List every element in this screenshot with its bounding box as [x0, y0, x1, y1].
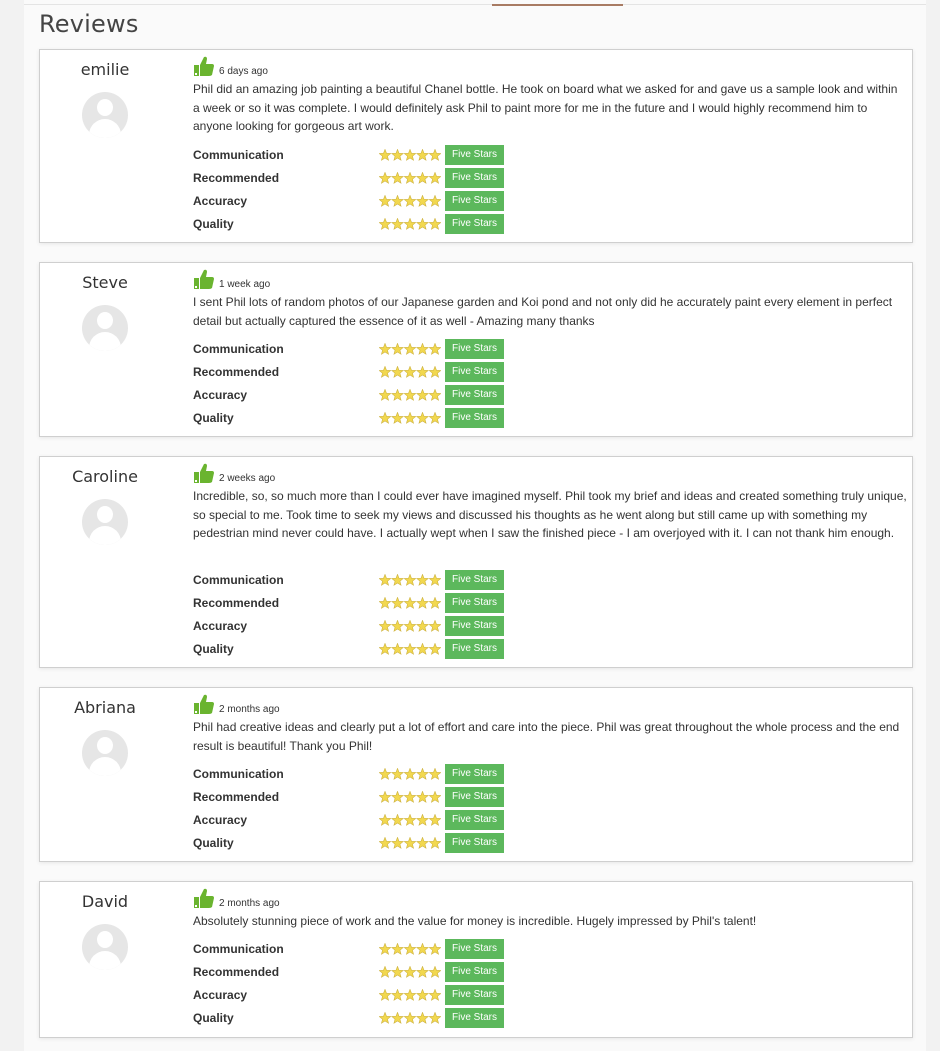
star-icon	[404, 149, 415, 160]
star-icon	[429, 620, 440, 631]
review-card	[39, 262, 913, 437]
rating-row-recommended	[193, 168, 513, 188]
star-rating	[379, 620, 441, 632]
rating-label: Communication	[193, 148, 284, 162]
star-rating	[379, 966, 441, 978]
rating-row-recommended	[193, 593, 513, 613]
rating-badge: Five Stars	[445, 408, 504, 428]
star-rating	[379, 643, 441, 655]
rating-badge: Five Stars	[445, 639, 504, 659]
rating-row-communication	[193, 339, 513, 359]
rating-badge: Five Stars	[445, 764, 504, 784]
star-icon	[429, 195, 440, 206]
rating-row-accuracy	[193, 191, 513, 211]
star-icon	[379, 943, 390, 954]
star-icon	[417, 989, 428, 1000]
rating-badge: Five Stars	[445, 810, 504, 830]
star-icon	[392, 989, 403, 1000]
star-icon	[404, 943, 415, 954]
rating-row-quality	[193, 408, 513, 428]
rating-badge: Five Stars	[445, 570, 504, 590]
rating-badge: Five Stars	[445, 939, 504, 959]
review-card	[39, 687, 913, 862]
star-icon	[379, 768, 390, 779]
star-icon	[417, 1012, 428, 1023]
star-icon	[404, 412, 415, 423]
star-icon	[379, 791, 390, 802]
star-icon	[392, 597, 403, 608]
star-icon	[404, 172, 415, 183]
rating-row-accuracy	[193, 385, 513, 405]
star-icon	[379, 989, 390, 1000]
star-icon	[417, 343, 428, 354]
star-icon	[417, 149, 428, 160]
star-icon	[417, 620, 428, 631]
thumbs-up-icon	[193, 268, 215, 290]
rating-label: Accuracy	[193, 988, 248, 1002]
rating-label: Quality	[193, 217, 234, 231]
star-icon	[417, 574, 428, 585]
rating-label: Recommended	[193, 365, 280, 379]
top-divider	[24, 4, 926, 5]
star-icon	[392, 620, 403, 631]
rating-row-accuracy	[193, 985, 513, 1005]
star-icon	[417, 195, 428, 206]
star-icon	[429, 389, 440, 400]
star-icon	[379, 195, 390, 206]
star-rating	[379, 1012, 441, 1024]
rating-row-quality	[193, 1008, 513, 1028]
star-icon	[429, 149, 440, 160]
star-icon	[379, 837, 390, 848]
star-icon	[404, 837, 415, 848]
rating-row-quality	[193, 214, 513, 234]
star-icon	[404, 814, 415, 825]
star-icon	[404, 643, 415, 654]
reviewer-name: emilie	[80, 60, 130, 79]
review-date: 6 days ago	[219, 66, 268, 77]
star-rating	[379, 412, 441, 424]
review-date: 2 weeks ago	[219, 473, 276, 484]
review-card	[39, 49, 913, 243]
star-icon	[392, 791, 403, 802]
reviewer-name: Caroline	[72, 467, 138, 486]
star-rating	[379, 989, 441, 1001]
thumbs-up-icon	[193, 462, 215, 484]
rating-label: Accuracy	[193, 194, 248, 208]
rating-badge: Five Stars	[445, 145, 504, 165]
star-icon	[429, 837, 440, 848]
star-icon	[392, 1012, 403, 1023]
rating-label: Recommended	[193, 965, 280, 979]
review-text: Absolutely stunning piece of work and the value for money is incredible. Hugely impressed by Phil's talent!	[193, 914, 757, 928]
star-icon	[417, 966, 428, 977]
rating-label: Quality	[193, 642, 234, 656]
rating-row-communication	[193, 145, 513, 165]
reviewer-name: Abriana	[74, 698, 136, 717]
rating-label: Communication	[193, 767, 284, 781]
star-icon	[429, 574, 440, 585]
star-icon	[404, 366, 415, 377]
star-icon	[429, 172, 440, 183]
star-icon	[379, 412, 390, 423]
star-icon	[379, 366, 390, 377]
star-icon	[404, 1012, 415, 1023]
star-icon	[404, 195, 415, 206]
reviews-heading: Reviews	[39, 10, 139, 38]
star-icon	[379, 814, 390, 825]
star-rating	[379, 389, 441, 401]
star-rating	[379, 218, 441, 230]
thumbs-up-icon	[193, 693, 215, 715]
avatar	[82, 305, 128, 351]
avatar	[82, 499, 128, 545]
star-icon	[429, 791, 440, 802]
star-icon	[404, 989, 415, 1000]
star-icon	[392, 195, 403, 206]
rating-label: Recommended	[193, 596, 280, 610]
star-icon	[404, 791, 415, 802]
star-icon	[417, 366, 428, 377]
star-icon	[404, 620, 415, 631]
star-icon	[392, 412, 403, 423]
rating-label: Communication	[193, 942, 284, 956]
rating-row-quality	[193, 639, 513, 659]
star-icon	[429, 989, 440, 1000]
rating-label: Communication	[193, 573, 284, 587]
star-icon	[429, 1012, 440, 1023]
rating-badge: Five Stars	[445, 385, 504, 405]
star-icon	[417, 389, 428, 400]
rating-badge: Five Stars	[445, 787, 504, 807]
star-icon	[379, 218, 390, 229]
rating-label: Quality	[193, 1011, 234, 1025]
review-text: Incredible, so, so much more than I could ever have imagined myself. Phil took my brief and ideas and created something truly unique, so special to me. Took time to seek my views and discussed his thoughts as he went along but still came up with something my pedestrian mind never could have. I actually wept when I saw the finished piece - I am overjoyed with it. I can not thank him enough.	[193, 489, 907, 541]
thumbs-up-icon	[193, 55, 215, 77]
star-icon	[417, 943, 428, 954]
star-icon	[379, 574, 390, 585]
star-icon	[392, 343, 403, 354]
star-icon	[404, 218, 415, 229]
star-icon	[379, 597, 390, 608]
star-icon	[404, 343, 415, 354]
star-icon	[379, 172, 390, 183]
star-icon	[429, 643, 440, 654]
review-card	[39, 881, 913, 1038]
rating-label: Accuracy	[193, 388, 248, 402]
star-rating	[379, 343, 441, 355]
star-rating	[379, 172, 441, 184]
rating-row-recommended	[193, 362, 513, 382]
star-icon	[392, 966, 403, 977]
rating-badge: Five Stars	[445, 962, 504, 982]
rating-label: Recommended	[193, 790, 280, 804]
thumbs-up-icon	[193, 887, 215, 909]
star-icon	[417, 597, 428, 608]
star-icon	[417, 218, 428, 229]
reviews-page	[24, 0, 926, 1051]
rating-badge: Five Stars	[445, 214, 504, 234]
star-icon	[417, 791, 428, 802]
rating-badge: Five Stars	[445, 616, 504, 636]
star-icon	[429, 412, 440, 423]
star-icon	[417, 412, 428, 423]
active-tab-indicator	[492, 4, 623, 6]
rating-badge: Five Stars	[445, 985, 504, 1005]
star-rating	[379, 366, 441, 378]
star-icon	[392, 172, 403, 183]
star-icon	[429, 218, 440, 229]
star-icon	[379, 643, 390, 654]
rating-badge: Five Stars	[445, 362, 504, 382]
avatar	[82, 924, 128, 970]
rating-label: Accuracy	[193, 813, 248, 827]
review-date: 2 months ago	[219, 898, 280, 909]
star-icon	[417, 768, 428, 779]
review-text: I sent Phil lots of random photos of our Japanese garden and Koi pond and not only did he accurately paint every element in perfect detail but actually captured the essence of it as well - Amazing many thanks	[193, 295, 893, 328]
reviewer-name: Steve	[82, 273, 128, 292]
avatar	[82, 730, 128, 776]
rating-badge: Five Stars	[445, 168, 504, 188]
rating-row-communication	[193, 570, 513, 590]
review-text: Phil did an amazing job painting a beautiful Chanel bottle. He took on board what we asked for and gave us a sample look and within a week or so it was complete. I would definitely ask Phil to paint more for me in the future and I would highly recommend him to anyone looking for gorgeous art work.	[193, 82, 898, 134]
star-icon	[379, 343, 390, 354]
review-date: 1 week ago	[219, 279, 271, 290]
star-icon	[404, 597, 415, 608]
star-rating	[379, 768, 441, 780]
star-rating	[379, 195, 441, 207]
star-rating	[379, 814, 441, 826]
star-icon	[392, 366, 403, 377]
rating-label: Quality	[193, 411, 234, 425]
star-icon	[392, 149, 403, 160]
star-icon	[404, 574, 415, 585]
star-icon	[379, 149, 390, 160]
rating-label: Accuracy	[193, 619, 248, 633]
star-icon	[417, 814, 428, 825]
star-rating	[379, 574, 441, 586]
star-icon	[379, 389, 390, 400]
rating-row-recommended	[193, 787, 513, 807]
review-card	[39, 456, 913, 668]
star-rating	[379, 791, 441, 803]
star-icon	[392, 643, 403, 654]
star-icon	[404, 389, 415, 400]
avatar	[82, 92, 128, 138]
rating-label: Recommended	[193, 171, 280, 185]
star-icon	[417, 643, 428, 654]
star-icon	[429, 768, 440, 779]
rating-row-communication	[193, 764, 513, 784]
star-icon	[417, 172, 428, 183]
rating-row-quality	[193, 833, 513, 853]
star-icon	[392, 768, 403, 779]
rating-row-accuracy	[193, 616, 513, 636]
rating-badge: Five Stars	[445, 1008, 504, 1028]
star-icon	[429, 343, 440, 354]
rating-row-recommended	[193, 962, 513, 982]
star-icon	[379, 620, 390, 631]
star-icon	[429, 943, 440, 954]
rating-row-accuracy	[193, 810, 513, 830]
reviewer-name: David	[81, 892, 129, 911]
star-icon	[429, 366, 440, 377]
star-icon	[392, 389, 403, 400]
star-icon	[392, 814, 403, 825]
star-icon	[392, 943, 403, 954]
star-icon	[429, 597, 440, 608]
rating-label: Quality	[193, 836, 234, 850]
star-icon	[379, 966, 390, 977]
star-icon	[404, 966, 415, 977]
rating-badge: Five Stars	[445, 339, 504, 359]
star-icon	[417, 837, 428, 848]
star-icon	[429, 814, 440, 825]
star-icon	[404, 768, 415, 779]
star-icon	[392, 218, 403, 229]
star-icon	[379, 1012, 390, 1023]
star-rating	[379, 149, 441, 161]
rating-badge: Five Stars	[445, 593, 504, 613]
rating-row-communication	[193, 939, 513, 959]
rating-label: Communication	[193, 342, 284, 356]
star-icon	[392, 837, 403, 848]
star-rating	[379, 837, 441, 849]
rating-badge: Five Stars	[445, 833, 504, 853]
review-date: 2 months ago	[219, 704, 280, 715]
rating-badge: Five Stars	[445, 191, 504, 211]
star-rating	[379, 943, 441, 955]
review-text: Phil had creative ideas and clearly put a lot of effort and care into the piece. Phil was great throughout the whole process and the end result is beautiful! Thank you Phil!	[193, 720, 900, 753]
star-rating	[379, 597, 441, 609]
star-icon	[429, 966, 440, 977]
star-icon	[392, 574, 403, 585]
